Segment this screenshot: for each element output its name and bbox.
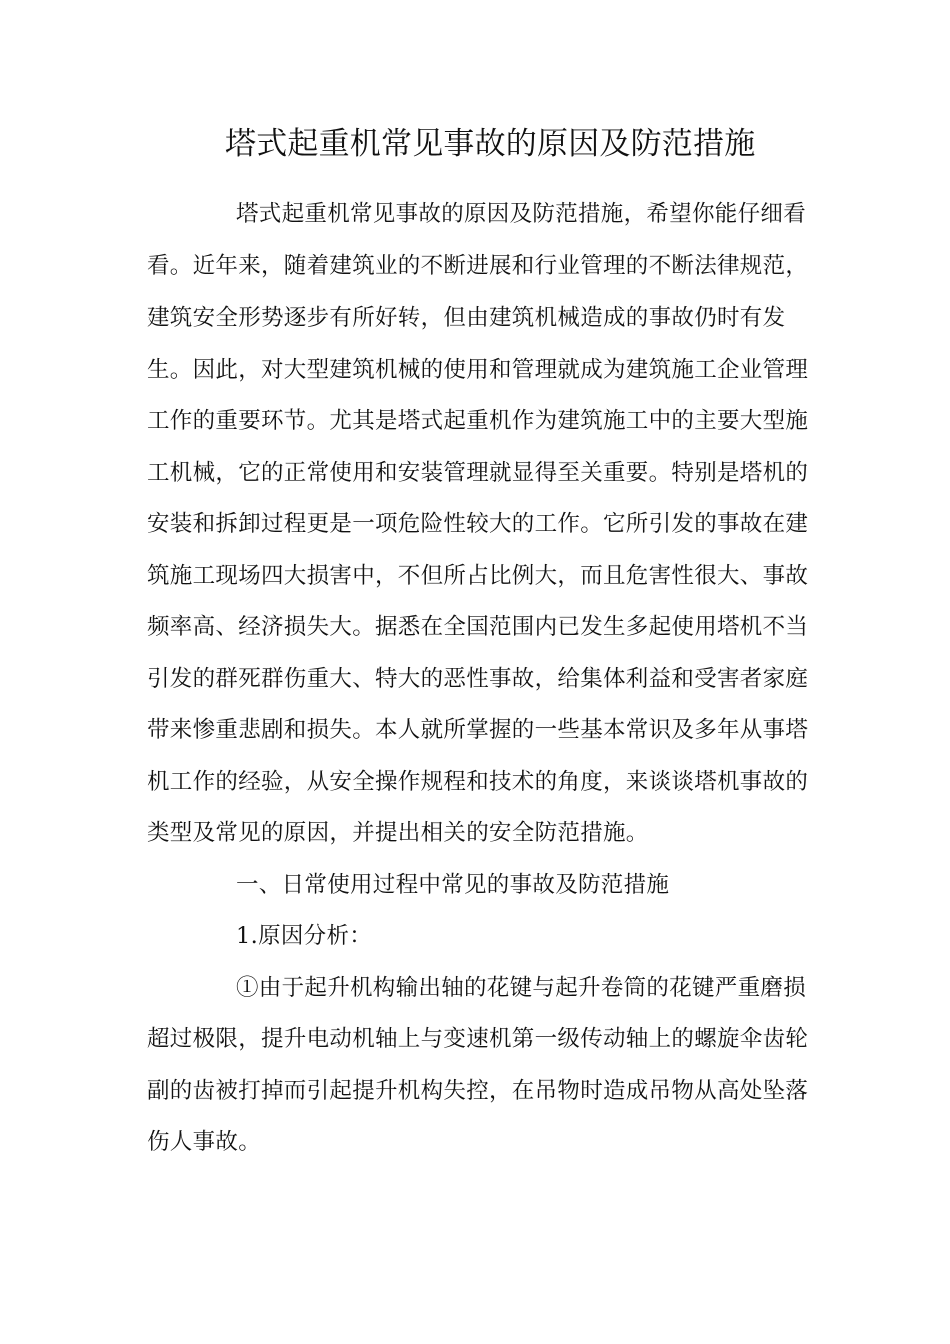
- paragraph-1-line-11: 带来惨重悲剧和损失。本人就所掌握的一些基本常识及多年从事塔: [147, 717, 809, 743]
- subheading: 1.原因分析：: [236, 923, 373, 949]
- document-title: 塔式起重机常见事故的原因及防范措施: [225, 126, 756, 162]
- paragraph-2-line-3: 副的齿被打掉而引起提升机构失控，在吊物时造成吊物从高处坠落: [147, 1078, 809, 1104]
- paragraph-2-line-2: 超过极限，提升电动机轴上与变速机第一级传动轴上的螺旋伞齿轮: [147, 1026, 809, 1052]
- paragraph-1-line-7: 安装和拆卸过程更是一项危险性较大的工作。它所引发的事故在建: [147, 511, 809, 537]
- paragraph-1-line-4: 生。因此，对大型建筑机械的使用和管理就成为建筑施工企业管理: [147, 357, 809, 383]
- paragraph-1-line-10: 引发的群死群伤重大、特大的恶性事故，给集体利益和受害者家庭: [147, 666, 809, 692]
- paragraph-1-line-9: 频率高、经济损失大。据悉在全国范围内已发生多起使用塔机不当: [147, 614, 809, 640]
- paragraph-2-line-4: 伤人事故。: [147, 1129, 262, 1155]
- paragraph-1-line-8: 筑施工现场四大损害中，不但所占比例大，而且危害性很大、事故: [147, 563, 809, 589]
- paragraph-1-line-12: 机工作的经验，从安全操作规程和技术的角度，来谈谈塔机事故的: [147, 769, 809, 795]
- paragraph-1-line-2: 看。近年来，随着建筑业的不断进展和行业管理的不断法律规范，: [147, 253, 809, 279]
- paragraph-1-line-6: 工机械，它的正常使用和安装管理就显得至关重要。特别是塔机的: [147, 460, 809, 486]
- paragraph-1-line-13: 类型及常见的原因，并提出相关的安全防范措施。: [147, 820, 649, 846]
- paragraph-1-line-3: 建筑安全形势逐步有所好转，但由建筑机械造成的事故仍时有发: [147, 305, 786, 331]
- paragraph-1-line-1: 塔式起重机常见事故的原因及防范措施，希望你能仔细看: [236, 201, 807, 227]
- paragraph-2-line-1: ①由于起升机构输出轴的花键与起升卷筒的花键严重磨损: [236, 975, 807, 1001]
- paragraph-1-line-5: 工作的重要环节。尤其是塔式起重机作为建筑施工中的主要大型施: [147, 408, 809, 434]
- section-heading: 一、日常使用过程中常见的事故及防范措施: [236, 872, 670, 898]
